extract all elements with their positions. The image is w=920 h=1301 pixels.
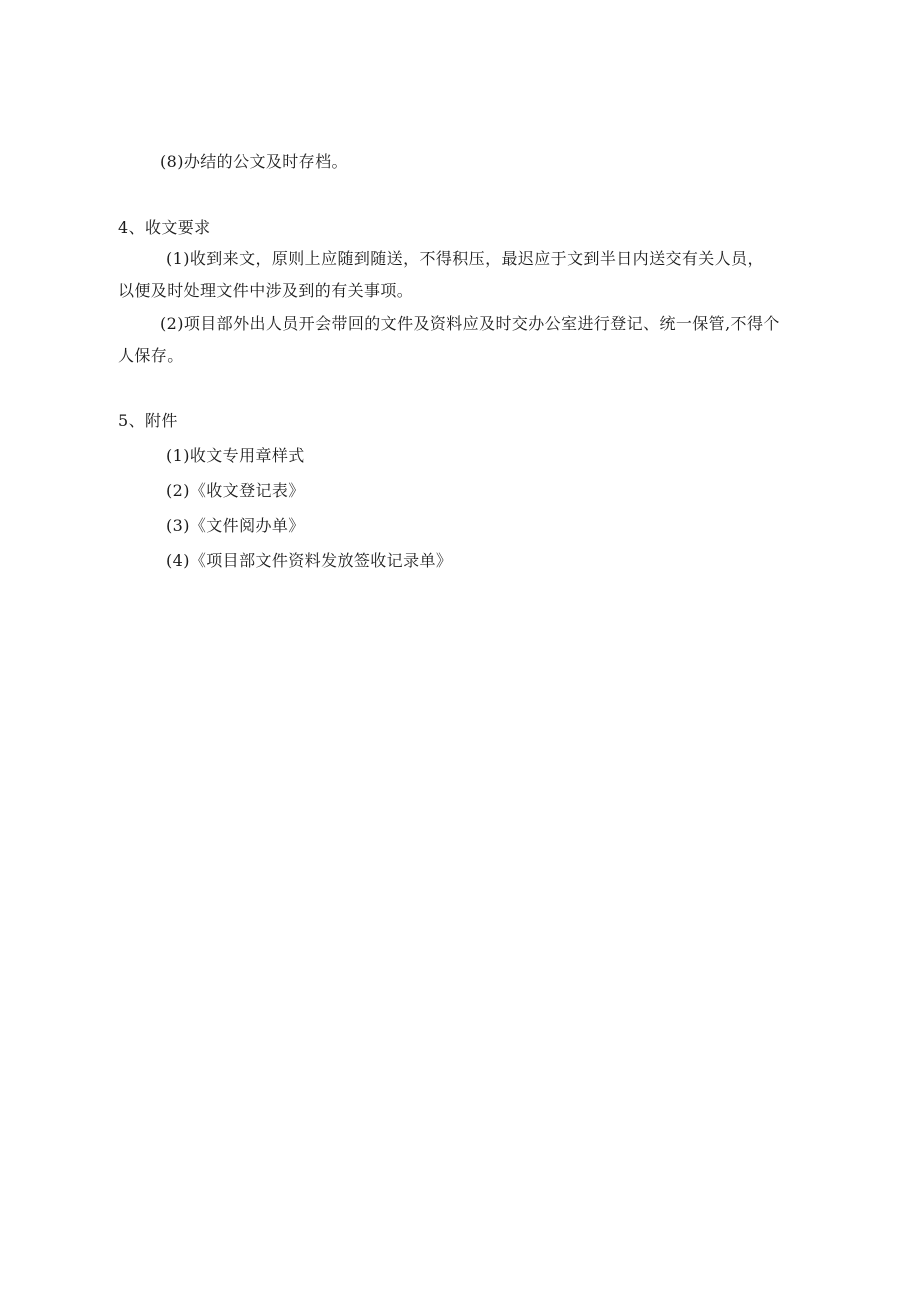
section-5-heading: 5、附件 [118, 411, 178, 430]
section-4-paragraph-1-line-2: 以便及时处理文件中涉及到的有关事项。 [118, 281, 414, 300]
attachment-item-1: (1)收文专用章样式 [166, 446, 305, 465]
attachment-item-2: (2)《收文登记表》 [166, 481, 305, 500]
section-4-paragraph-2-line-2: 人保存。 [118, 346, 184, 365]
section-4-heading: 4、收文要求 [118, 218, 211, 237]
section-4-paragraph-1-line-1: (1)收到来文，原则上应随到随送，不得积压，最迟应于文到半日内送交有关人员， [166, 249, 764, 268]
item-8-text: (8)办结的公文及时存档。 [160, 152, 348, 171]
attachment-item-3: (3)《文件阅办单》 [166, 516, 305, 535]
attachment-item-4: (4)《项目部文件资料发放签收记录单》 [166, 551, 453, 570]
section-4-paragraph-2-line-1: (2)项目部外出人员开会带回的文件及资料应及时交办公室进行登记、统一保管,不得个 [160, 314, 780, 333]
